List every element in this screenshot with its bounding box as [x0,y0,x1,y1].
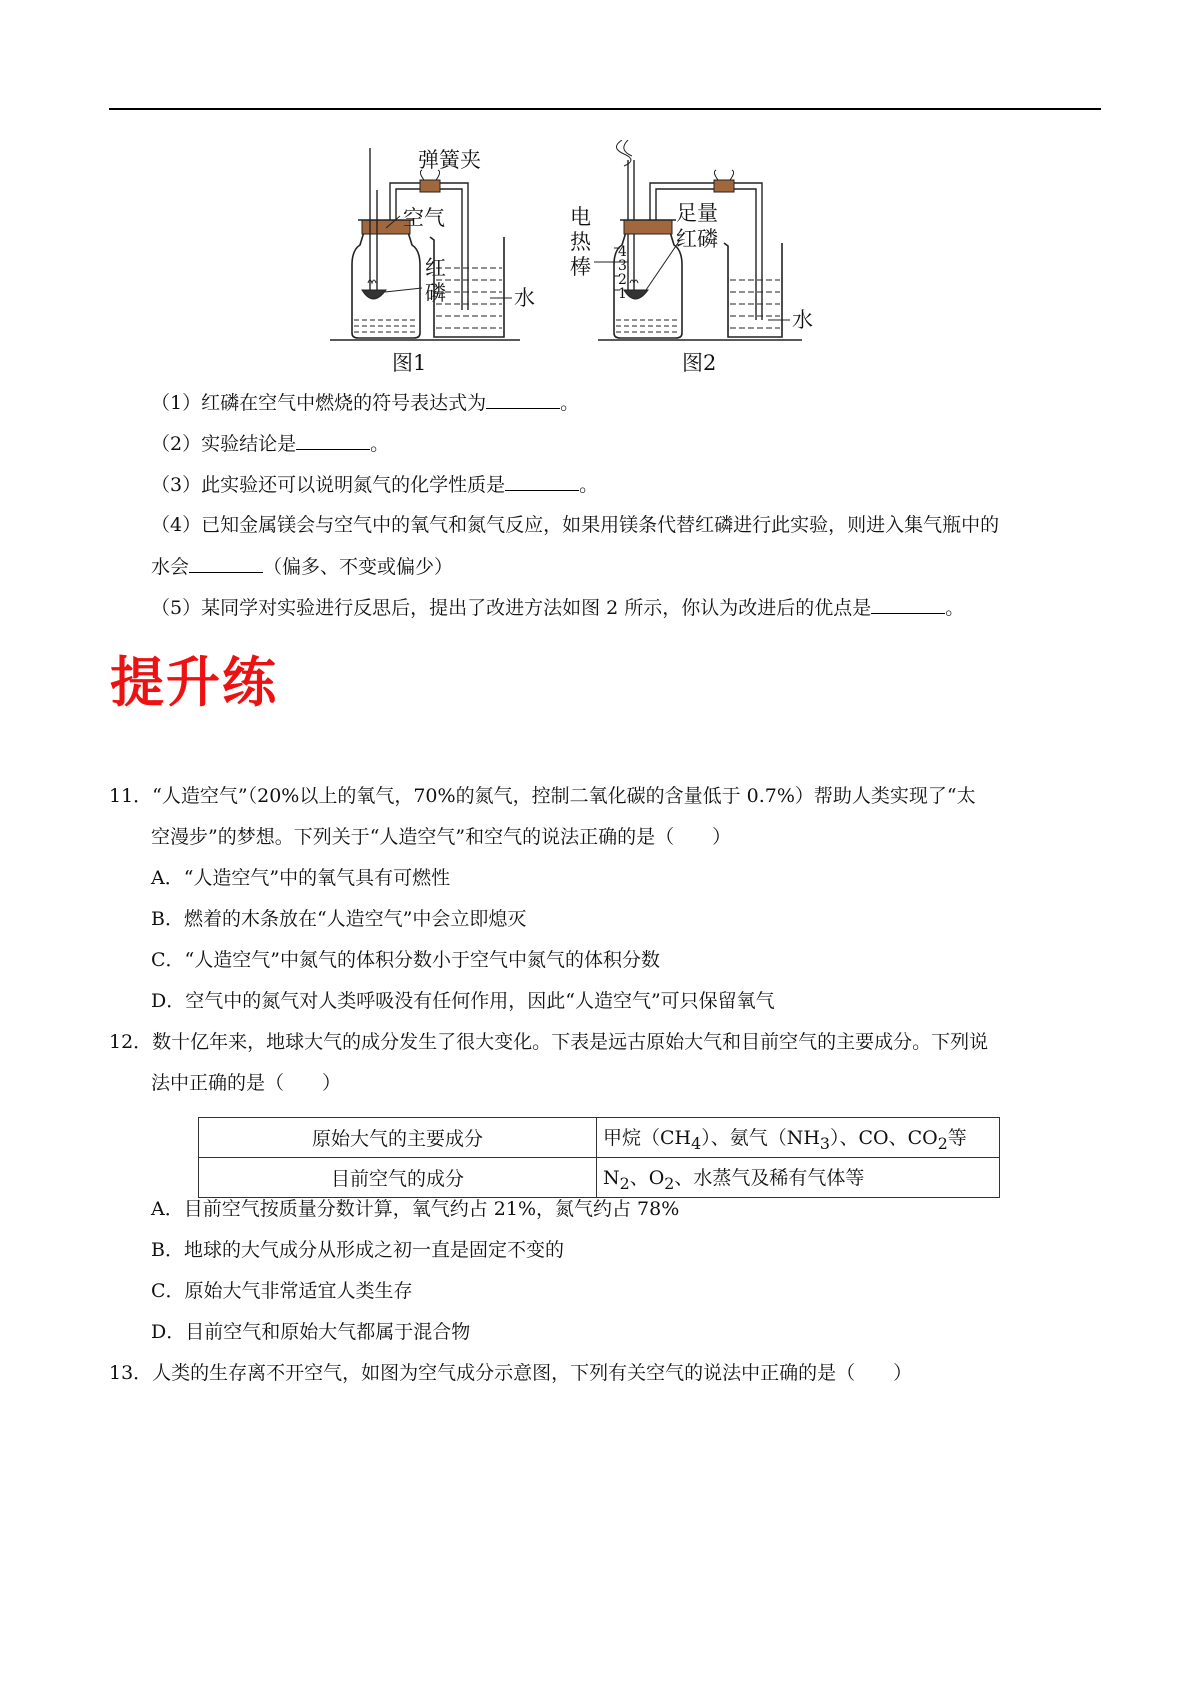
answer-blank [189,554,263,573]
q10-item-4b: 水会 （偏多、不变或偏少） [151,556,454,578]
fig1-caption: 图1 [392,351,427,375]
q12-stem-line-1: 12．数十亿年来，地球大气的成分发生了很大变化。下表是远古原始大气和目前空气的主要成分。下列说 [109,1031,989,1053]
fig2-caption: 图2 [682,351,717,375]
fig1-clip-label: 弹簧夹 [418,148,481,172]
q12-stem-line-2: 法中正确的是（ ） [151,1072,342,1094]
answer-blank [296,431,370,450]
fig2-water-label: 水 [792,308,813,332]
q10-item-1: （1）红磷在空气中燃烧的符号表达式为 。 [151,392,580,414]
figure-1 [330,148,535,375]
fig2-rod-label-1: 电 [570,205,591,229]
figure-2 [570,140,813,375]
fig2-mark-4: 4 [618,244,627,260]
apparatus-figure [330,140,910,380]
fig1-red-label: 红 [425,256,446,280]
fig2-mark-2: 2 [618,272,627,288]
answer-blank [871,595,945,614]
table-row [199,1158,1000,1198]
q12-option-c[interactable]: C．原始大气非常适宜人类生存 [151,1280,413,1302]
q12-option-b[interactable]: B．地球的大气成分从形成之初一直是固定不变的 [151,1239,564,1261]
fig1-air-label: 空气 [403,206,445,230]
table-cell-label: 目前空气的成分 [199,1158,597,1198]
q11-option-d[interactable]: D．空气中的氮气对人类呼吸没有任何作用，因此“人造空气”可只保留氧气 [151,990,775,1012]
table-cell-value: $N_2$、$O_2$、水蒸气及稀有气体等 [597,1158,1000,1198]
q10-item-4a: （4）已知金属镁会与空气中的氧气和氮气反应，如果用镁条代替红磷进行此实验，则进入集气瓶中的 [151,514,1000,536]
fig2-red-label-1: 足量 [676,201,718,225]
q10-item-2: （2）实验结论是 。 [151,433,390,455]
q11-stem-line-2: 空漫步”的梦想。下列关于“人造空气”和空气的说法正确的是（ ） [151,826,732,848]
fig2-mark-3: 3 [618,258,627,274]
table-row [199,1118,1000,1158]
table-cell-label: 原始大气的主要成分 [199,1118,597,1158]
q11-option-c[interactable]: C．“人造空气”中氮气的体积分数小于空气中氮气的体积分数 [151,949,660,971]
atmosphere-table [198,1117,1000,1198]
table-cell-value: 甲烷$(CH_4)$、氨气$(NH_3)$、CO、$CO_2$等 [597,1118,1000,1158]
fig2-rod-label-2: 热 [570,230,591,254]
q11-option-a[interactable]: A．“人造空气”中的氧气具有可燃性 [151,867,451,889]
answer-blank [486,390,560,409]
section-heading: 提升练 [110,651,278,714]
q12-option-a[interactable]: A．目前空气按质量分数计算，氧气约占 21%，氮气约占 78% [151,1198,680,1220]
q10-item-5: （5）某同学对实验进行反思后，提出了改进方法如图 2 所示，你认为改进后的优点是 。 [151,597,965,619]
q10-item-3: （3）此实验还可以说明氮气的化学性质是 。 [151,474,599,496]
q12-option-d[interactable]: D．目前空气和原始大气都属于混合物 [151,1321,471,1343]
q11-stem-line-1: 11．“人造空气”（20%以上的氧气，70%的氮气，控制二氧化碳的含量低于 0.7%）帮助人类实现了“太 [109,785,976,807]
fig2-red-label-2: 红磷 [676,227,718,251]
q11-option-b[interactable]: B．燃着的木条放在“人造空气”中会立即熄灭 [151,908,527,930]
fig1-phos-label: 磷 [425,281,446,305]
fig2-mark-1: 1 [618,286,627,302]
fig2-rod-label-3: 棒 [570,255,591,279]
fig1-water-label: 水 [514,286,535,310]
header-rule [109,108,1101,110]
q13-stem-line-1: 13．人类的生存离不开空气，如图为空气成分示意图，下列有关空气的说法中正确的是（ ） [109,1362,913,1384]
answer-blank [505,472,579,491]
